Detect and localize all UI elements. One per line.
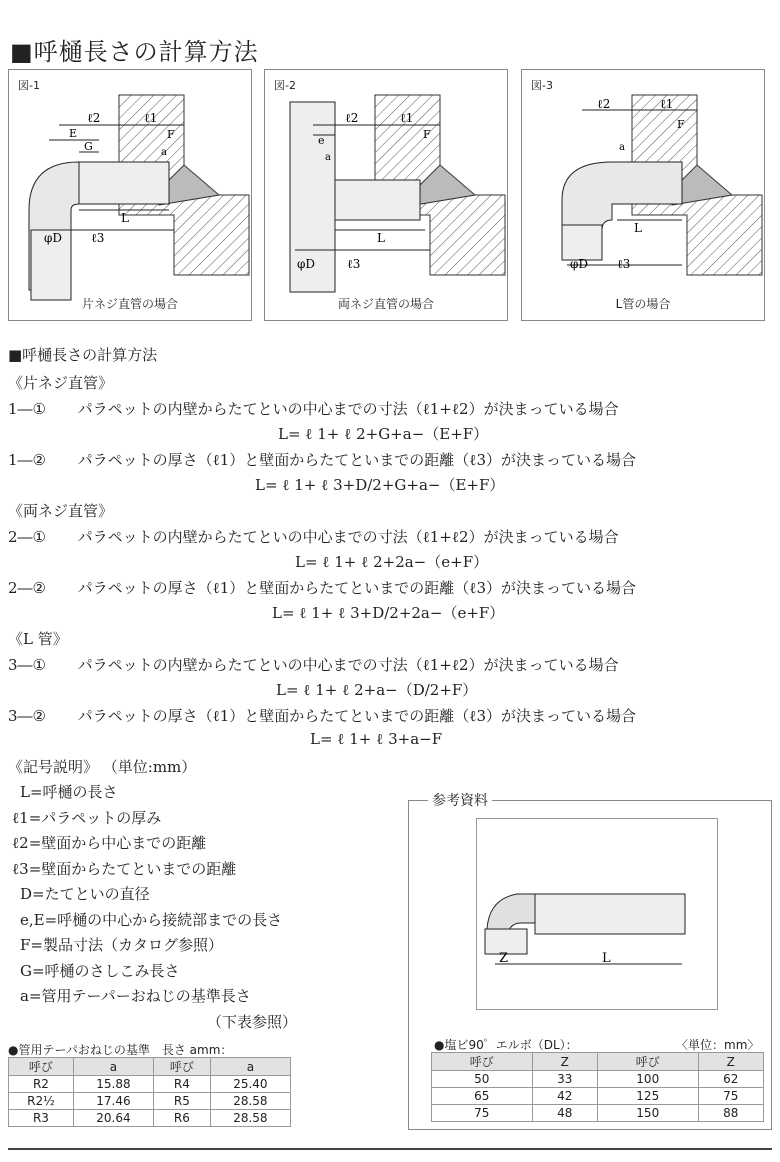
diagram-straight-double-thread bbox=[265, 70, 507, 320]
table-row bbox=[432, 1105, 764, 1122]
case-desc: パラペットの厚さ（ℓ1）と壁面からたてといまでの距離（ℓ3）が決まっている場合 bbox=[77, 451, 637, 469]
dim-phiD: φD bbox=[297, 257, 316, 271]
unit-label: 〈単位：mm〉 bbox=[676, 1038, 760, 1052]
table-cell: 42 bbox=[532, 1088, 597, 1105]
dim-F: F bbox=[423, 128, 431, 141]
case-no: 2―① bbox=[8, 528, 46, 546]
table-cell: 75 bbox=[432, 1105, 533, 1122]
case-no: 1―① bbox=[8, 400, 46, 418]
table-cell: 100 bbox=[597, 1071, 698, 1088]
table-cell: R2½ bbox=[9, 1093, 74, 1110]
case-no: 1―② bbox=[8, 451, 46, 469]
table-cell: 33 bbox=[532, 1071, 597, 1088]
section-title: 《片ネジ直管》 bbox=[8, 374, 114, 392]
table-cell: 150 bbox=[597, 1105, 698, 1122]
table-cell: 17.46 bbox=[73, 1093, 153, 1110]
dim-l3: ℓ3 bbox=[347, 257, 361, 271]
case-no: 3―② bbox=[8, 707, 46, 725]
case-no: 2―② bbox=[8, 579, 46, 597]
dim-L: L bbox=[634, 221, 642, 235]
symbol-item: ℓ2=壁面から中心までの距離 bbox=[12, 834, 207, 852]
figure-label: 図-3 bbox=[531, 79, 553, 92]
figure-2 bbox=[264, 69, 508, 321]
table-cell: 75 bbox=[698, 1088, 763, 1105]
table-cell: 50 bbox=[432, 1071, 533, 1088]
formula: L= ℓ 1+ ℓ 3+a−F bbox=[310, 730, 443, 748]
dim-G: G bbox=[84, 140, 93, 153]
dim-l2: ℓ2 bbox=[597, 97, 611, 111]
dim-a: a bbox=[619, 142, 625, 153]
case-row bbox=[8, 577, 636, 598]
table-cell: 28.58 bbox=[210, 1093, 290, 1110]
dim-l2: ℓ2 bbox=[87, 111, 101, 125]
method-heading: ■呼樋長さの計算方法 bbox=[8, 346, 158, 364]
case-desc: パラペットの内壁からたてといの中心までの寸法（ℓ1+ℓ2）が決まっている場合 bbox=[77, 656, 619, 674]
figure-caption: L管の場合 bbox=[615, 297, 671, 311]
dim-a: a bbox=[161, 147, 167, 158]
table-cell: 25.40 bbox=[210, 1076, 290, 1093]
case-row bbox=[8, 398, 619, 419]
symbol-item: L=呼樋の長さ bbox=[20, 783, 118, 801]
symbol-item: e,E=呼樋の中心から接続部までの長さ bbox=[20, 910, 283, 929]
formula: L= ℓ 1+ ℓ 2+a−（D/2+F） bbox=[276, 681, 478, 699]
elbow-diagram bbox=[477, 819, 717, 1009]
case-desc: パラペットの内壁からたてといの中心までの寸法（ℓ1+ℓ2）が決まっている場合 bbox=[77, 528, 619, 546]
header-cell: a bbox=[210, 1058, 290, 1076]
symbol-item: ℓ3=壁面からたてといまでの距離 bbox=[12, 859, 237, 878]
header-cell: a bbox=[73, 1058, 153, 1076]
header-cell: 呼び bbox=[154, 1058, 211, 1076]
dim-l3: ℓ3 bbox=[91, 231, 105, 245]
dim-F: F bbox=[677, 118, 685, 131]
symbol-item: G=呼樋のさしこみ長さ bbox=[20, 961, 180, 980]
diagram-straight-single-thread bbox=[9, 70, 251, 320]
dim-phiD: φD bbox=[570, 257, 589, 271]
dim-l1: ℓ1 bbox=[400, 111, 414, 125]
header-cell: Z bbox=[532, 1053, 597, 1071]
dim-l1: ℓ1 bbox=[660, 97, 674, 111]
table-row bbox=[9, 1110, 291, 1127]
table-cell: R5 bbox=[154, 1093, 211, 1110]
table-cell: 65 bbox=[432, 1088, 533, 1105]
symbols-heading: 《記号説明》 （単位:mm） bbox=[8, 758, 197, 776]
dim-a: a bbox=[325, 152, 331, 163]
figure-caption: 両ネジ直管の場合 bbox=[337, 297, 434, 311]
dim-phiD: φD bbox=[44, 231, 63, 245]
diagram-l-pipe bbox=[522, 70, 764, 320]
section-title: 《両ネジ直管》 bbox=[8, 502, 114, 520]
formula: L= ℓ 1+ ℓ 2+G+a−（E+F） bbox=[278, 425, 489, 443]
figure-3 bbox=[521, 69, 765, 321]
dim-l2: ℓ2 bbox=[345, 111, 359, 125]
symbol-item: D=たてといの直径 bbox=[20, 885, 150, 903]
table-cell: R6 bbox=[154, 1110, 211, 1127]
table-cell: 15.88 bbox=[73, 1076, 153, 1093]
symbol-item: a=管用テーパーおねじの基準長さ bbox=[20, 987, 251, 1005]
header-cell: 呼び bbox=[432, 1053, 533, 1071]
section-title: 《L 管》 bbox=[8, 630, 68, 648]
case-desc: パラペットの厚さ（ℓ1）と壁面からたてといまでの距離（ℓ3）が決まっている場合 bbox=[77, 579, 637, 597]
case-row bbox=[8, 705, 636, 726]
table-row bbox=[432, 1088, 764, 1105]
dim-L: L bbox=[121, 211, 129, 225]
symbol-item: ℓ1=パラペットの厚み bbox=[12, 808, 162, 827]
symbol-item: （下表参照） bbox=[207, 1012, 298, 1031]
dim-F: F bbox=[167, 128, 175, 141]
figure-label: 図-1 bbox=[18, 79, 40, 92]
dim-l1: ℓ1 bbox=[144, 111, 158, 125]
dim-l3: ℓ3 bbox=[617, 257, 631, 271]
bottom-divider bbox=[8, 1148, 772, 1150]
table-row bbox=[432, 1071, 764, 1088]
table-header-row bbox=[432, 1053, 764, 1071]
table-cell: 88 bbox=[698, 1105, 763, 1122]
dim-Z: Z bbox=[499, 951, 509, 966]
case-row bbox=[8, 526, 619, 547]
formula: L= ℓ 1+ ℓ 3+D/2+2a−（e+F） bbox=[272, 604, 505, 622]
header-cell: Z bbox=[698, 1053, 763, 1071]
dim-e: e bbox=[318, 134, 325, 147]
symbol-list bbox=[12, 780, 297, 1035]
table-cell: R3 bbox=[9, 1110, 74, 1127]
reference-diagram-frame bbox=[476, 818, 718, 1010]
elbow-table bbox=[431, 1052, 764, 1122]
figure-1 bbox=[8, 69, 252, 321]
dim-L: L bbox=[602, 951, 611, 966]
table-cell: 62 bbox=[698, 1071, 763, 1088]
table-header-row bbox=[9, 1058, 291, 1076]
table-cell: R2 bbox=[9, 1076, 74, 1093]
case-desc: パラペットの内壁からたてといの中心までの寸法（ℓ1+ℓ2）が決まっている場合 bbox=[77, 400, 619, 418]
figure-caption: 片ネジ直管の場合 bbox=[81, 297, 178, 311]
dim-L: L bbox=[377, 231, 385, 245]
formula: L= ℓ 1+ ℓ 3+D/2+G+a−（E+F） bbox=[255, 476, 505, 494]
header-cell: 呼び bbox=[597, 1053, 698, 1071]
case-row bbox=[8, 449, 636, 470]
symbol-item: F=製品寸法（カタログ参照） bbox=[20, 936, 223, 954]
table-row bbox=[9, 1076, 291, 1093]
reference-label: 参考資料 bbox=[428, 790, 492, 810]
table-row bbox=[9, 1093, 291, 1110]
thread-table-caption: ●管用テーパおねじの基準 長さ amm： bbox=[8, 1043, 233, 1057]
table-cell: R4 bbox=[154, 1076, 211, 1093]
page-title: ■呼樋長さの計算方法 bbox=[10, 38, 259, 66]
elbow-table-caption: ●塩ビ90゜エルボ（DL）： bbox=[434, 1038, 578, 1052]
case-no: 3―① bbox=[8, 656, 46, 674]
table-cell: 48 bbox=[532, 1105, 597, 1122]
table-cell: 20.64 bbox=[73, 1110, 153, 1127]
dim-E: E bbox=[69, 127, 78, 140]
table-cell: 28.58 bbox=[210, 1110, 290, 1127]
case-row bbox=[8, 654, 619, 675]
figure-label: 図-2 bbox=[274, 79, 296, 92]
table-cell: 125 bbox=[597, 1088, 698, 1105]
thread-table bbox=[8, 1057, 291, 1127]
formula: L= ℓ 1+ ℓ 2+2a−（e+F） bbox=[295, 553, 489, 571]
case-desc: パラペットの厚さ（ℓ1）と壁面からたてといまでの距離（ℓ3）が決まっている場合 bbox=[77, 707, 637, 725]
header-cell: 呼び bbox=[9, 1058, 74, 1076]
